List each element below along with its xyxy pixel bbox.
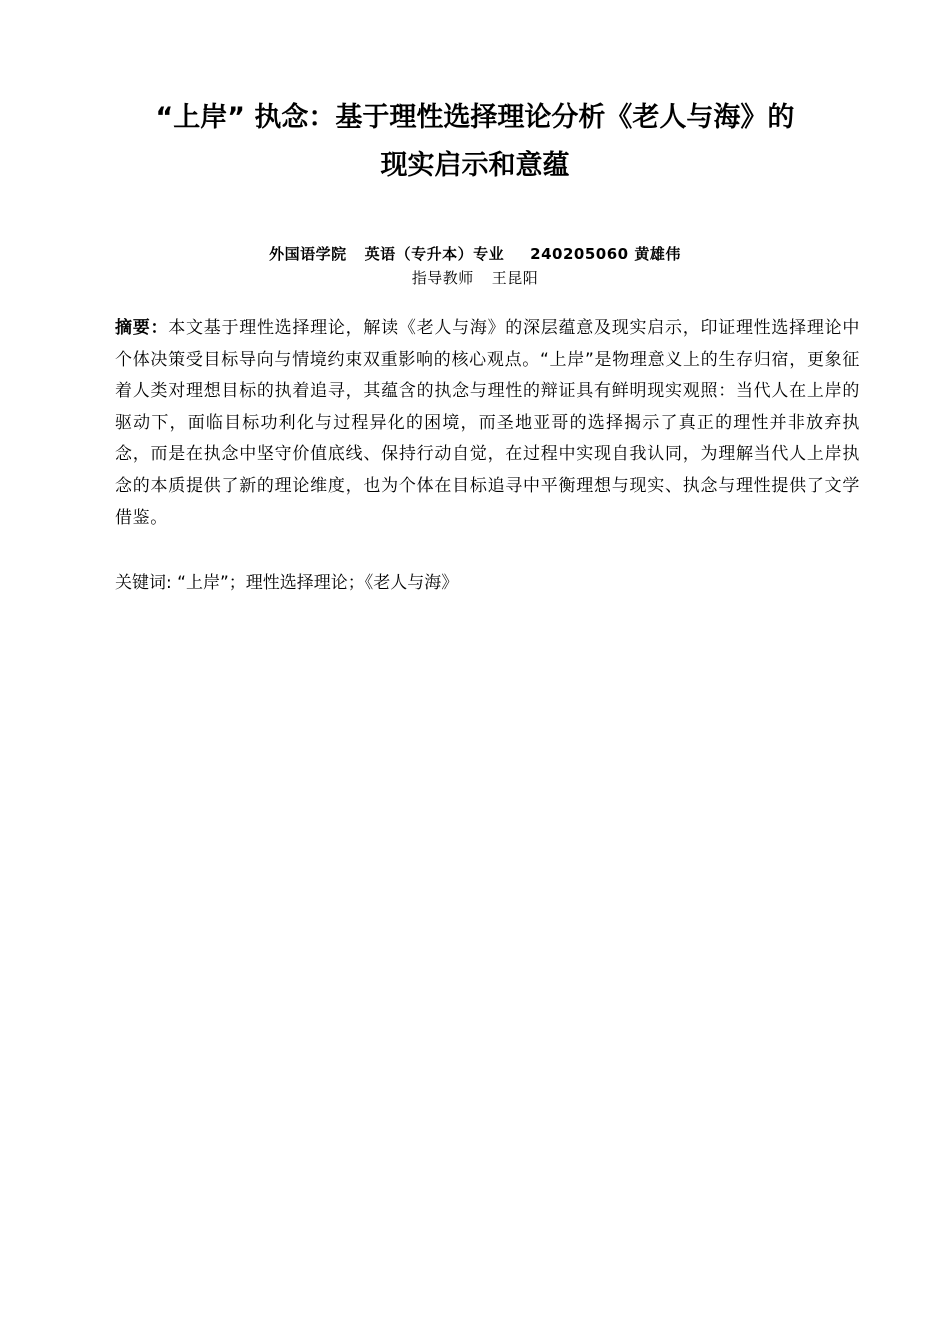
paper-title-line-2: 现实启示和意蕴	[380, 150, 570, 181]
keywords-text: “上岸”；理性选择理论；《老人与海》	[177, 573, 459, 593]
advisor-label: 指导教师	[411, 269, 474, 287]
keywords-label: 关键词:	[115, 573, 172, 593]
author-name: 黄雄伟	[634, 245, 681, 263]
author-college: 外国语学院	[269, 245, 347, 263]
advisor-line	[100, 268, 850, 288]
paper-title-line-1: “上岸” 执念：基于理性选择理论分析《老人与海》的	[155, 102, 795, 133]
abstract-paragraph	[115, 313, 860, 534]
keywords-line	[115, 569, 860, 597]
abstract-text: 本文基于理性选择理论，解读《老人与海》的深层蕴意及现实启示，印证理性选择理论中个体决策受目标导向与情境约束双重影响的核心观点。“上岸”是物理意义上的生存归宿，更象征着人类对理想目标的执着追寻，其蕴含的执念与理性的辩证具有鲜明现实观照：当代人在上岸的驱动下，面临目标功利化与过程异化的困境，而圣地亚哥的选择揭示了真正的理性并非放弃执念，而是在执念中坚守价值底线、保持行动自觉，在过程中实现自我认同，为理解当代人上岸执念的本质提供了新的理论维度，也为个体在目标追寻中平衡理想与现实、执念与理性提供了文学借鉴。	[115, 318, 860, 528]
advisor-name: 王昆阳	[491, 269, 539, 287]
author-student-id: 240205060	[530, 245, 629, 263]
author-major: 英语（专升本）专业	[364, 245, 505, 263]
author-line	[100, 244, 850, 264]
abstract-label: 摘要：	[115, 318, 169, 338]
